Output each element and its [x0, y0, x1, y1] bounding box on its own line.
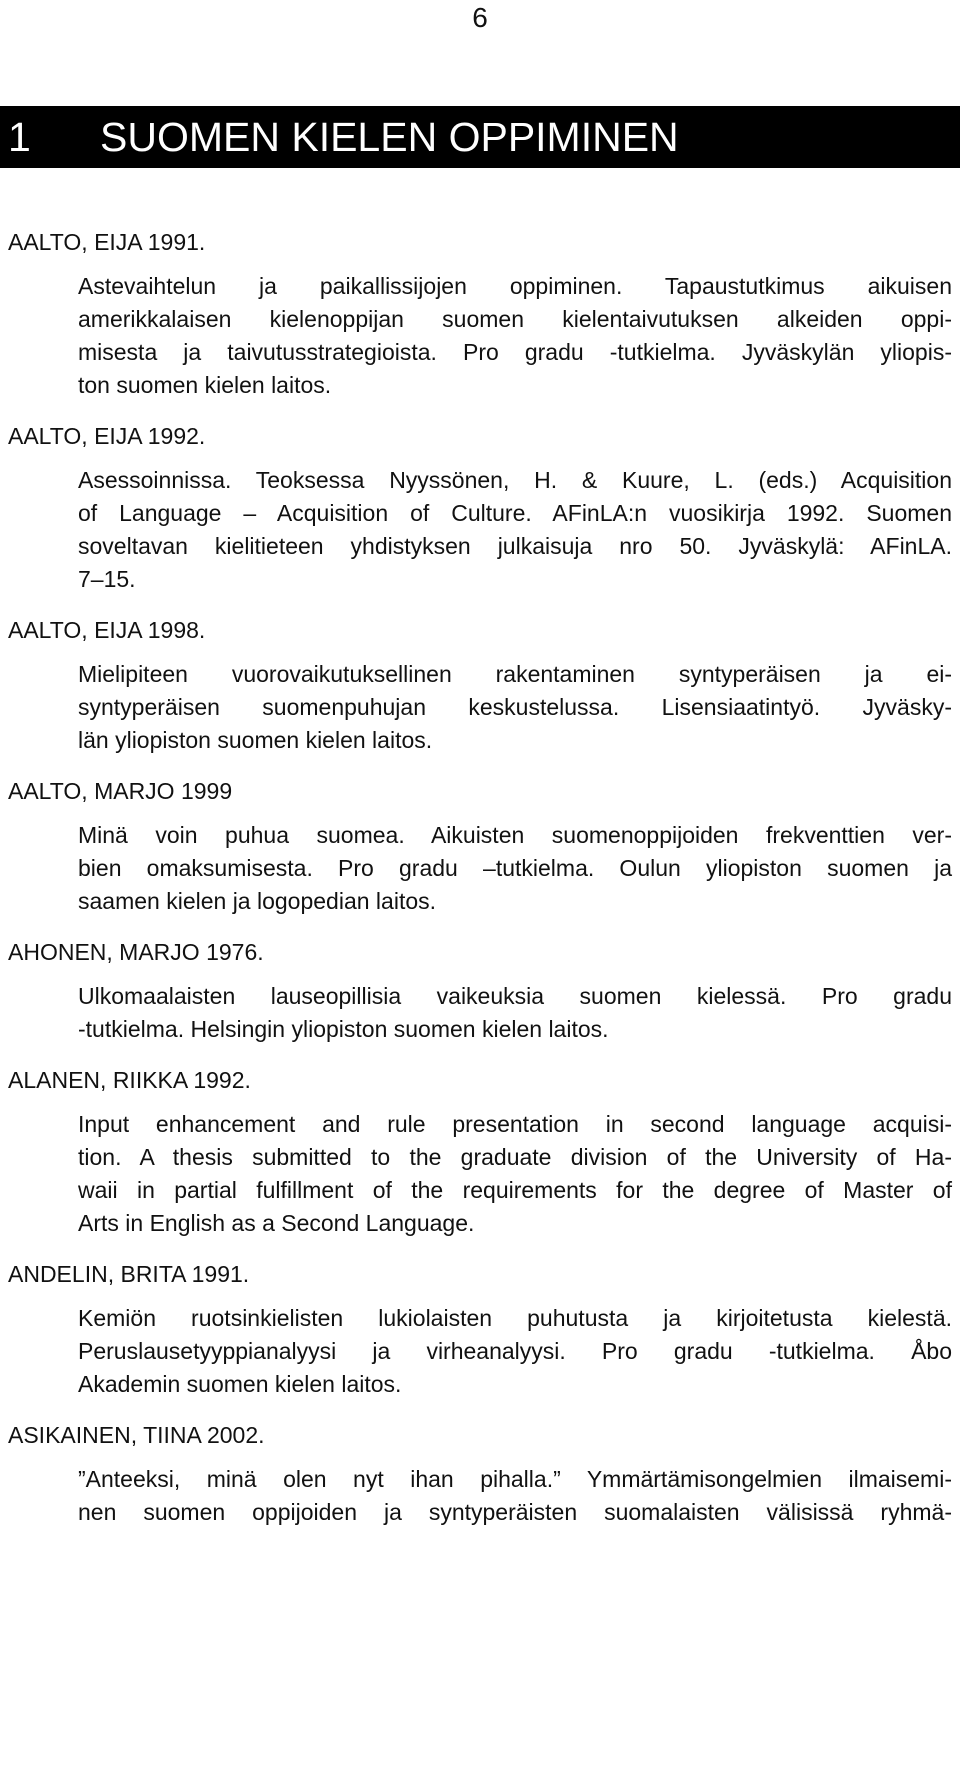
- bibliography-entry: [0, 1064, 960, 1240]
- entry-description: [78, 464, 952, 596]
- entry-description: [78, 980, 952, 1046]
- entry-line: -tutkielma. Helsingin yliopiston suomen kielen laitos.: [78, 1016, 609, 1042]
- entry-line: Kemiön ruotsinkielisten lukiolaisten puhutusta ja kirjoitetusta kielestä.: [78, 1305, 952, 1331]
- bibliography-entry: [0, 1419, 960, 1529]
- entry-author: ASIKAINEN, TIINA 2002.: [8, 1422, 265, 1448]
- entry-line: saamen kielen ja logopedian laitos.: [78, 888, 437, 914]
- entry-line: län yliopiston suomen kielen laitos.: [78, 727, 433, 753]
- entry-line: 7–15.: [78, 566, 136, 592]
- entry-line: soveltavan kielitieteen yhdistyksen julkaisuja nro 50. Jyväskylä: AFinLA.: [78, 533, 952, 559]
- entry-description: [78, 658, 952, 757]
- entry-description: [78, 1302, 952, 1401]
- entry-line: Ulkomaalaisten lauseopillisia vaikeuksia suomen kielessä. Pro gradu: [78, 983, 952, 1009]
- entry-author: AALTO, EIJA 1998.: [8, 617, 206, 643]
- entry-line: amerikkalaisen kielenoppijan suomen kielentaivutuksen alkeiden oppi-: [78, 306, 952, 332]
- entry-line: Input enhancement and rule presentation in second language acquisi-: [78, 1111, 952, 1137]
- entry-line: Mielipiteen vuorovaikutuksellinen rakentaminen syntyperäisen ja ei-: [78, 661, 952, 687]
- entry-line: Astevaihtelun ja paikallissijojen oppiminen. Tapaustutkimus aikuisen: [78, 273, 952, 299]
- entry-author: AALTO, EIJA 1992.: [8, 423, 206, 449]
- chapter-number: 1: [8, 114, 31, 160]
- entry-line: waii in partial fulfillment of the requirements for the degree of Master of: [78, 1177, 952, 1203]
- entry-author: ANDELIN, BRITA 1991.: [8, 1261, 250, 1287]
- entry-author: ALANEN, RIIKKA 1992.: [8, 1067, 251, 1093]
- bibliography-entry: [0, 775, 960, 918]
- bibliography-entry: [0, 936, 960, 1046]
- entry-line: of Language – Acquisition of Culture. AFinLA:n vuosikirja 1992. Suomen: [78, 500, 952, 526]
- entry-line: ”Anteeksi, minä olen nyt ihan pihalla.” Ymmärtämisongelmien ilmaisemi-: [78, 1466, 952, 1492]
- entry-description: [78, 1108, 952, 1240]
- bibliography-entry: [0, 614, 960, 757]
- entry-line: ton suomen kielen laitos.: [78, 372, 332, 398]
- entry-line: Asessoinnissa. Teoksessa Nyyssönen, H. & Kuure, L. (eds.) Acquisition: [78, 467, 952, 493]
- chapter-title: SUOMEN KIELEN OPPIMINEN: [100, 114, 679, 160]
- entry-description: [78, 270, 952, 402]
- page-number: 6: [472, 2, 488, 33]
- entry-author: AALTO, EIJA 1991.: [8, 229, 206, 255]
- entry-line: Minä voin puhua suomea. Aikuisten suomenoppijoiden frekventtien ver-: [78, 822, 952, 848]
- bibliography-entry: [0, 1258, 960, 1401]
- bibliography-entry: [0, 226, 960, 402]
- entry-line: syntyperäisen suomenpuhujan keskustelussa. Lisensiaatintyö. Jyväsky-: [78, 694, 952, 720]
- entry-line: Akademin suomen kielen laitos.: [78, 1371, 402, 1397]
- entry-line: tion. A thesis submitted to the graduate division of the University of Ha-: [78, 1144, 952, 1170]
- bibliography-entry: [0, 420, 960, 596]
- bibliography-list: [0, 226, 960, 1547]
- entry-line: Peruslausetyyppianalyysi ja virheanalyysi. Pro gradu -tutkielma. Åbo: [78, 1338, 952, 1364]
- entry-line: misesta ja taivutusstrategioista. Pro gradu -tutkielma. Jyväskylän yliopis-: [78, 339, 952, 365]
- entry-author: AALTO, MARJO 1999: [8, 778, 233, 804]
- entry-author: AHONEN, MARJO 1976.: [8, 939, 264, 965]
- entry-description: [78, 1463, 952, 1529]
- chapter-heading: [0, 106, 960, 168]
- entry-line: nen suomen oppijoiden ja syntyperäisten suomalaisten välisissä ryhmä-: [78, 1499, 952, 1525]
- entry-line: Arts in English as a Second Language.: [78, 1210, 475, 1236]
- entry-description: [78, 819, 952, 918]
- entry-line: bien omaksumisesta. Pro gradu –tutkielma. Oulun yliopiston suomen ja: [78, 855, 952, 881]
